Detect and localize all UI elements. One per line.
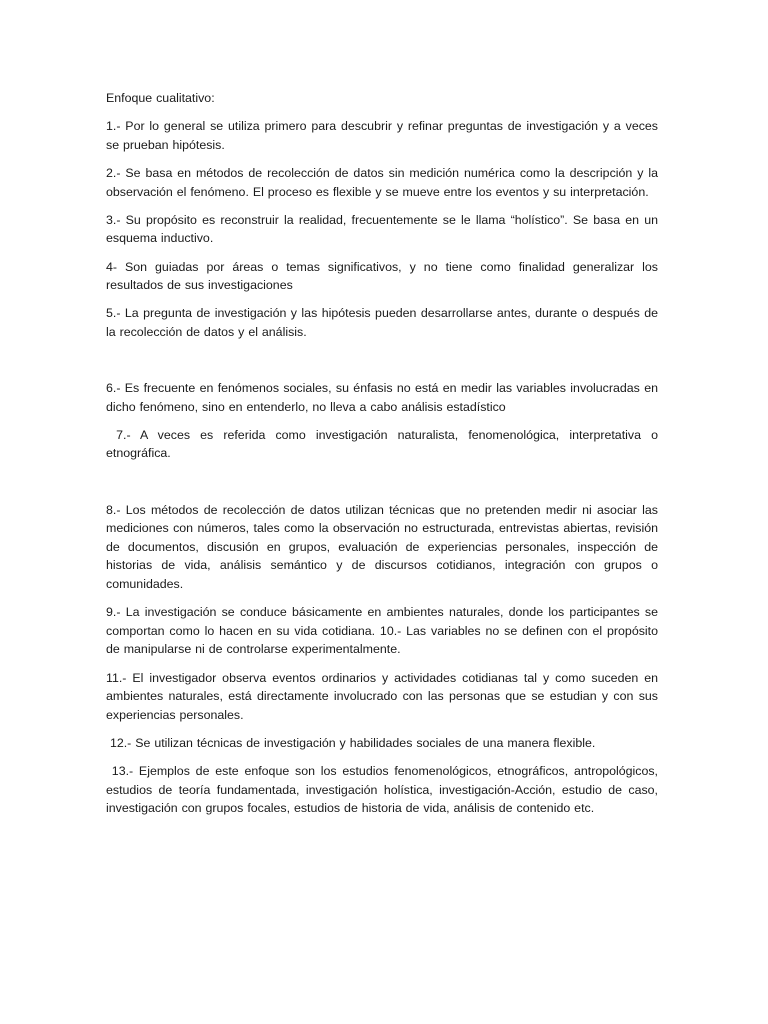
paragraph-1: 1.- Por lo general se utiliza primero para descubrir y refinar preguntas de investigación y a veces se prueban hipótesis. <box>106 119 658 152</box>
paragraph-11: 11.- El investigador observa eventos ordinarios y actividades cotidianas tal y como suceden en ambientes naturales, está directamente involucrado con las personas que se estudian y con sus experiencias personales. <box>106 670 658 722</box>
paragraph-5: 5.- La pregunta de investigación y las hipótesis pueden desarrollarse antes, durante o después de la recolección de datos y el análisis. <box>106 306 658 339</box>
document-title: Enfoque cualitativo: <box>106 91 215 105</box>
paragraph-4: 4- Son guiadas por áreas o temas significativos, y no tiene como finalidad generalizar los resultados de sus investigaciones <box>106 259 658 293</box>
paragraph-3: 3.- Su propósito es reconstruir la realidad, frecuentemente se le llama “holístico”. Se basa en un esquema inductivo. <box>106 212 658 246</box>
paragraph-8: 8.- Los métodos de recolección de datos utilizan técnicas que no pretenden medir ni asociar las mediciones con números, tales como la observación no estructurada, entrevistas abiertas, revisión de documentos, discusión en grupos, evaluación de experiencias personales, inspección de historias de vida, análisis semántico y de discursos cotidianos, integración con grupos o comunidades. <box>106 502 658 592</box>
paragraph-9-10: 9.- La investigación se conduce básicamente en ambientes naturales, donde los participantes se comportan como lo hacen en su vida cotidiana. 10.- Las variables no se definen con el propósito de manipularse ni de controlarse experimentalmente. <box>106 605 658 657</box>
paragraph-6: 6.- Es frecuente en fenómenos sociales, su énfasis no está en medir las variables involucradas en dicho fenómeno, sino en entenderlo, no lleva a cabo análisis estadístico <box>106 381 658 414</box>
blank-line <box>106 351 658 379</box>
paragraph-13: 13.- Ejemplos de este enfoque son los estudios fenomenológicos, etnográficos, antropológicos, estudios de teoría fundamentada, investigación holística, investigación-Acción, estudio de caso, investigación con grupos focales, estudios de historia de vida, análisis de contenido etc. <box>106 764 662 816</box>
paragraph-7: 7.- A veces es referida como investigación naturalista, fenomenológica, interpretativa o etnográfica. <box>106 427 662 461</box>
paragraph-2: 2.- Se basa en métodos de recolección de datos sin medición numérica como la descripción y la observación el fenómeno. El proceso es flexible y se mueve entre los eventos y su interpretación. <box>106 165 658 199</box>
blank-line <box>106 473 658 501</box>
paragraph-12: 12.- Se utilizan técnicas de investigación y habilidades sociales de una manera flexible. <box>106 735 596 750</box>
document-body <box>106 89 662 828</box>
